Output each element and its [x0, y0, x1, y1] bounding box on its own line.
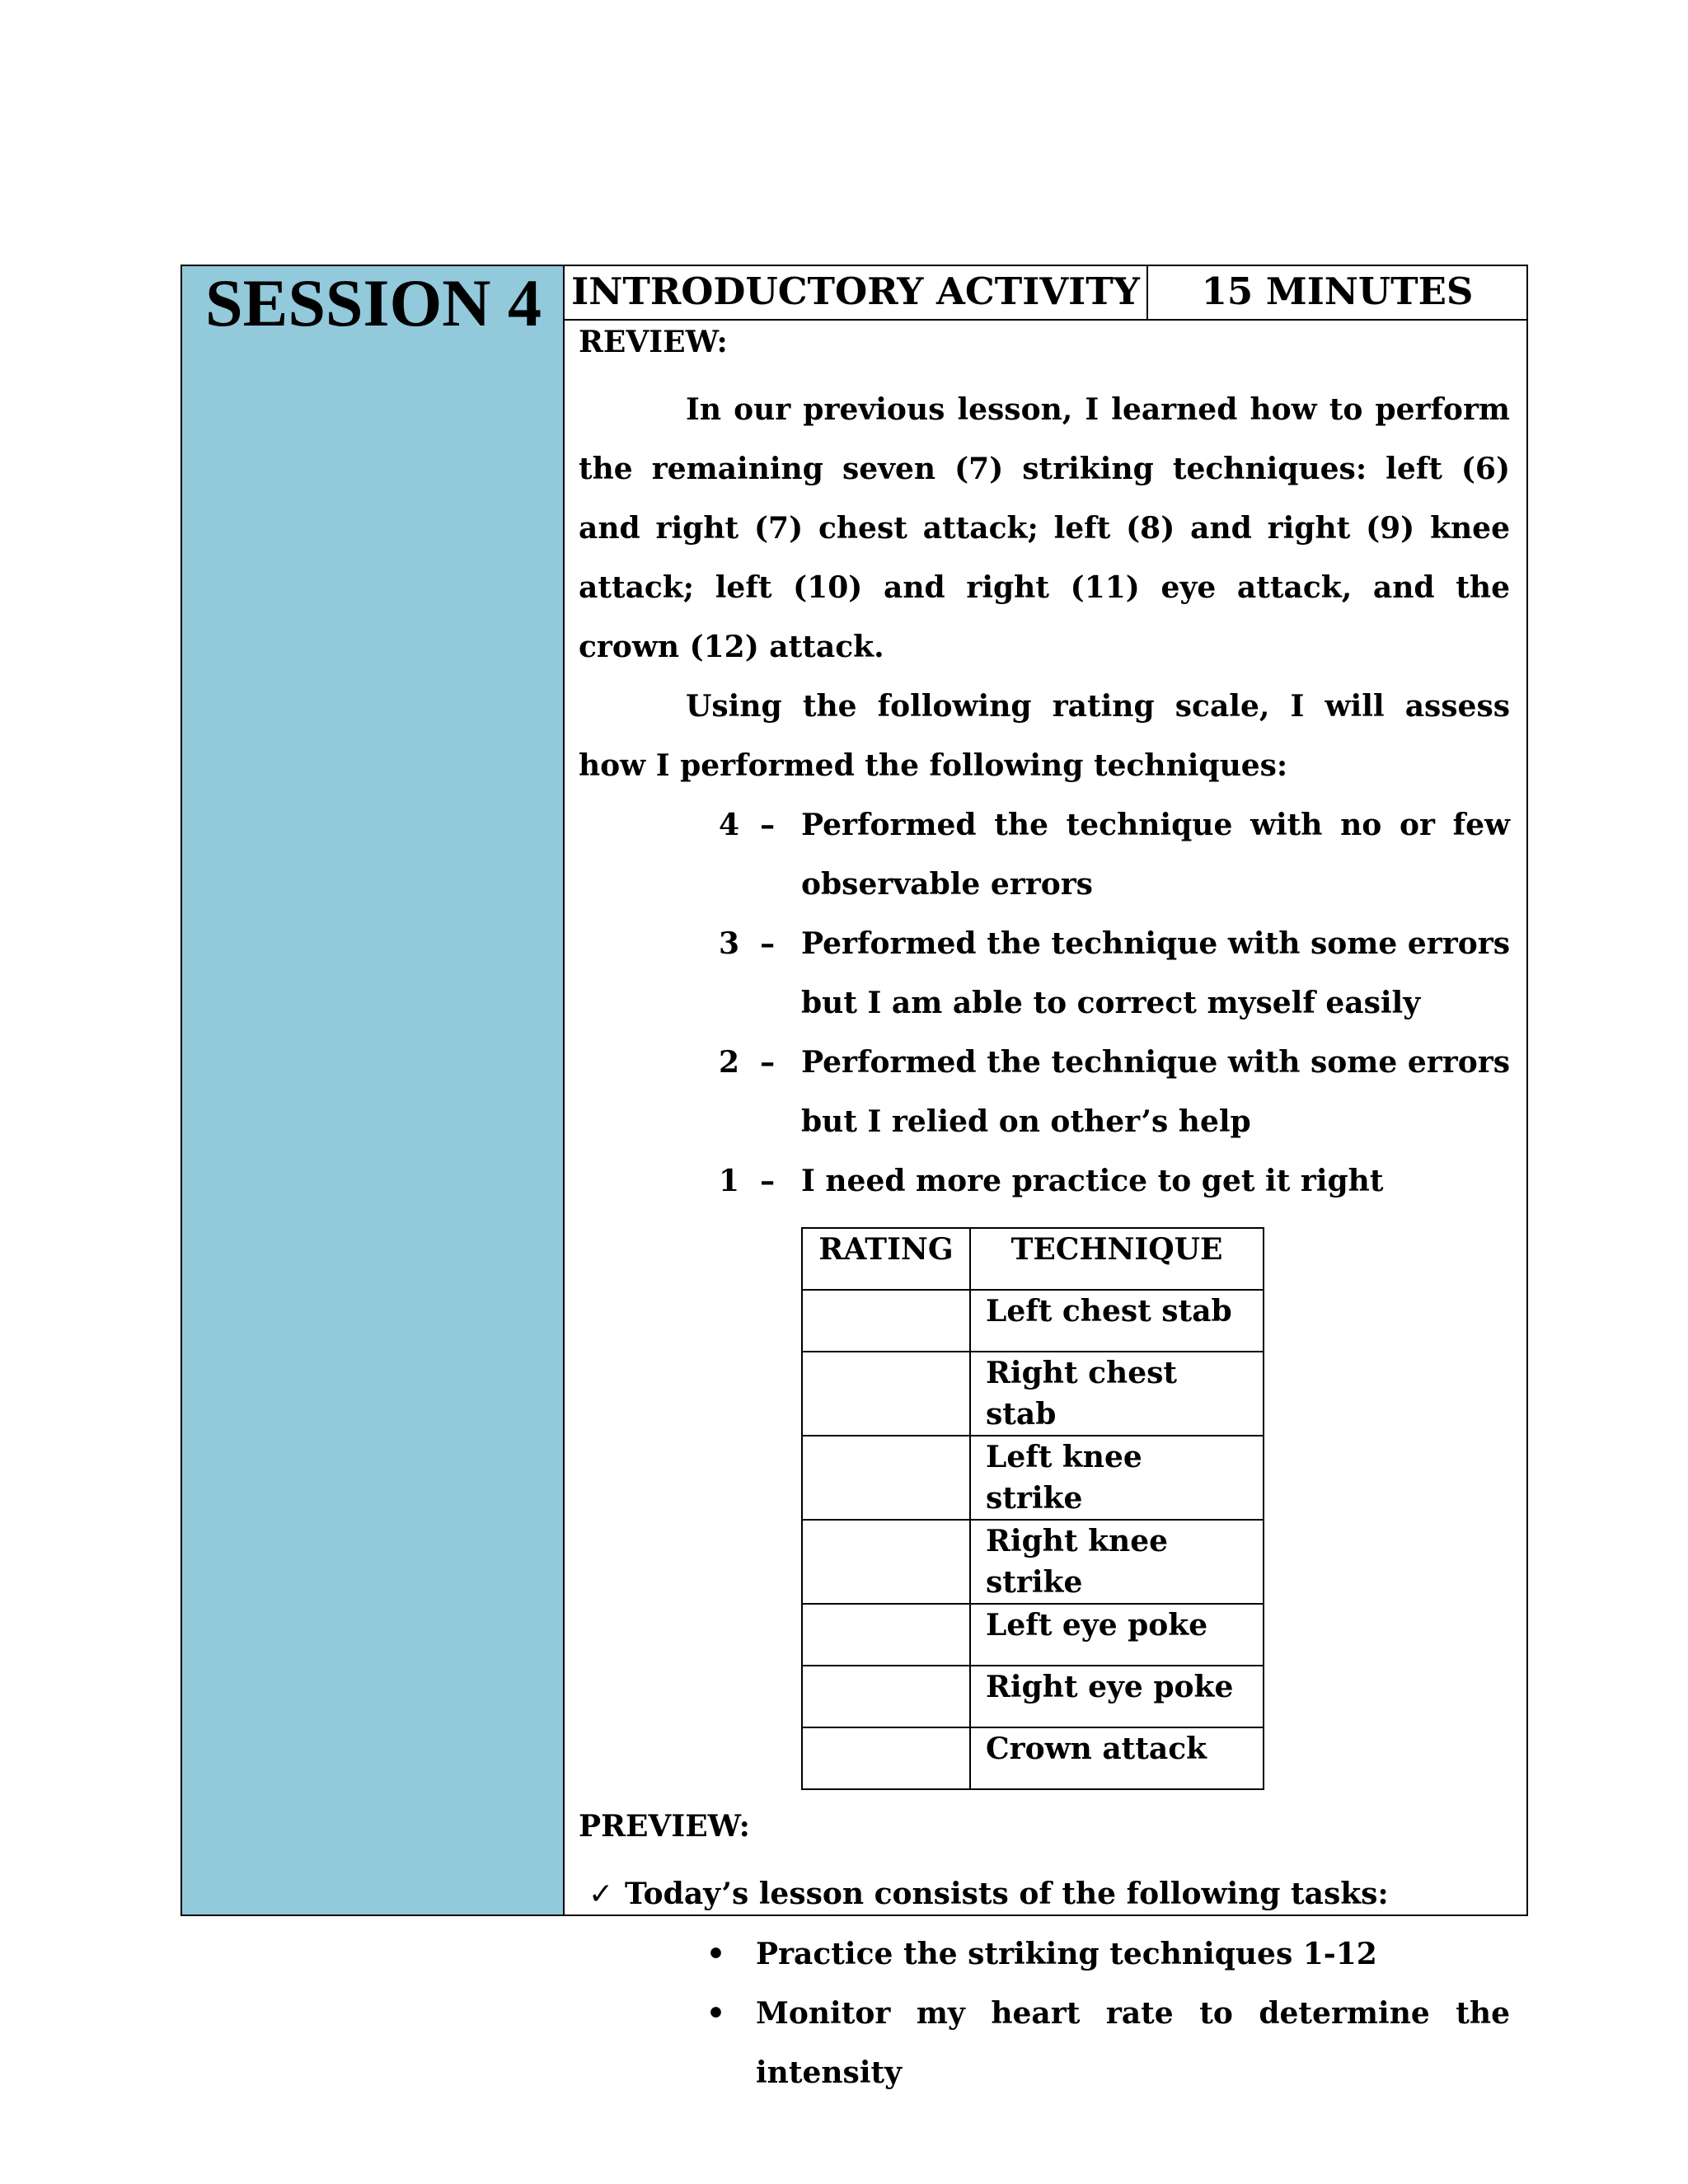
rating-cell[interactable]	[802, 1666, 970, 1727]
rating-cell[interactable]	[802, 1520, 970, 1604]
scale-item	[719, 1151, 1510, 1211]
column-header-technique: TECHNIQUE	[970, 1228, 1264, 1290]
list-item	[706, 1924, 1510, 1984]
scale-number: 2 –	[719, 1045, 776, 1080]
preview-intro-text: Today’s lesson consists of the following tasks:	[625, 1877, 1389, 1911]
task-text: Monitor my heart rate to determine the intensity	[756, 1996, 1510, 2090]
rating-cell[interactable]	[802, 1604, 970, 1666]
activity-content	[579, 321, 1510, 2102]
scale-description: Performed the technique with no or few observable errors	[801, 808, 1510, 902]
scale-description: Performed the technique with some errors but I am able to correct myself easily	[801, 926, 1510, 1020]
scale-item	[719, 1033, 1510, 1151]
table-row	[802, 1290, 1264, 1352]
preview-label: PREVIEW:	[579, 1809, 750, 1844]
bullet-icon: •	[706, 1937, 726, 1971]
technique-cell: Crown attack	[970, 1727, 1264, 1789]
rating-scale	[719, 795, 1510, 1211]
scale-item	[719, 795, 1510, 914]
scale-number: 4 –	[719, 808, 776, 842]
technique-cell: Right eye poke	[970, 1666, 1264, 1727]
session-frame	[181, 265, 1528, 2090]
task-list	[706, 1924, 1510, 2102]
technique-cell: Right knee strike	[970, 1520, 1264, 1604]
activity-duration: 15 MINUTES	[1201, 269, 1474, 313]
technique-cell: Left chest stab	[970, 1290, 1264, 1352]
session-sidebar	[182, 266, 565, 1915]
table-row	[802, 1352, 1264, 1436]
technique-cell: Left eye poke	[970, 1604, 1264, 1666]
session-title: SESSION 4	[205, 265, 542, 340]
rating-cell[interactable]	[802, 1290, 970, 1352]
task-text: Practice the striking techniques 1-12	[756, 1937, 1377, 1971]
rating-table	[801, 1227, 1264, 1790]
table-header-row	[802, 1228, 1264, 1290]
checkmark-icon: ✓	[588, 1877, 614, 1911]
review-paragraph-2: Using the following rating scale, I will assess how I performed the following techniques:	[579, 689, 1510, 783]
rating-cell[interactable]	[802, 1436, 970, 1520]
review-label: REVIEW:	[579, 325, 728, 359]
preview-intro	[579, 1864, 1510, 1924]
scale-description: I need more practice to get it right	[801, 1164, 1384, 1198]
activity-header	[565, 266, 1526, 321]
technique-cell: Left knee strike	[970, 1436, 1264, 1520]
review-paragraph-1: In our previous lesson, I learned how to perform the remaining seven (7) striking techniques: left (6) and right (7) chest attack; left (8) and right (9) knee attack; left (10) and right (11) eye attack, and the crown (12) attack.	[579, 392, 1510, 664]
technique-cell: Right chest stab	[970, 1352, 1264, 1436]
scale-item	[719, 914, 1510, 1033]
activity-title: INTRODUCTORY ACTIVITY	[565, 266, 1148, 319]
bullet-icon: •	[706, 1996, 726, 2031]
table-row	[802, 1604, 1264, 1666]
column-header-rating: RATING	[802, 1228, 970, 1290]
rating-cell[interactable]	[802, 1352, 970, 1436]
scale-description: Performed the technique with some errors but I relied on other’s help	[801, 1045, 1510, 1139]
table-row	[802, 1520, 1264, 1604]
table-row	[802, 1436, 1264, 1520]
list-item	[706, 1984, 1510, 2102]
rating-cell[interactable]	[802, 1727, 970, 1789]
table-row	[802, 1727, 1264, 1789]
scale-number: 3 –	[719, 926, 776, 961]
table-row	[802, 1666, 1264, 1727]
scale-number: 1 –	[719, 1164, 776, 1198]
